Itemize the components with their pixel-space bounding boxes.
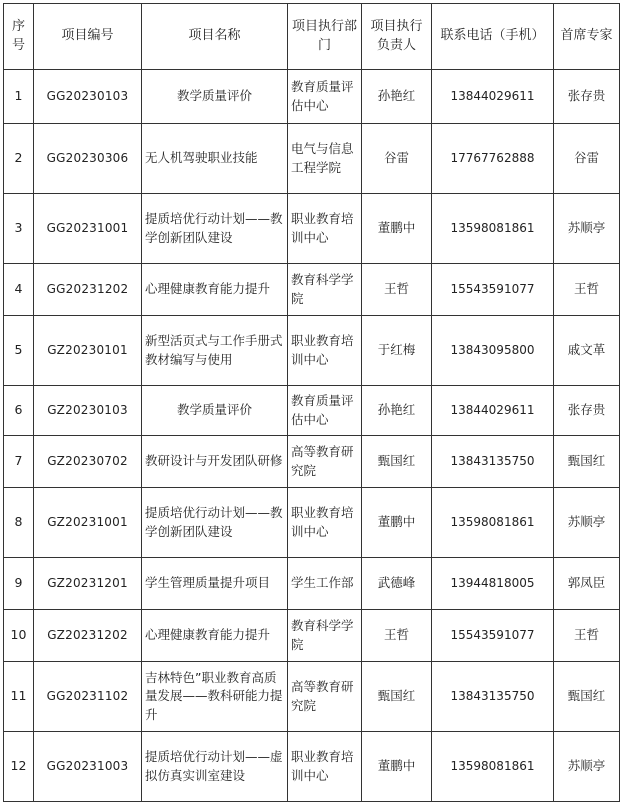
cell-expert: 苏顺亭 — [554, 488, 620, 558]
cell-code: GG20230306 — [34, 124, 142, 194]
cell-leader: 董鹏中 — [362, 488, 432, 558]
table-row — [4, 124, 620, 194]
cell-code: GZ20230101 — [34, 316, 142, 386]
table-row — [4, 436, 620, 488]
header-expert: 首席专家 — [554, 4, 620, 70]
cell-name: 无人机驾驶职业技能 — [142, 124, 288, 194]
cell-code: GZ20231001 — [34, 488, 142, 558]
cell-expert: 张存贵 — [554, 70, 620, 124]
cell-code: GZ20231202 — [34, 610, 142, 662]
cell-dept: 高等教育研究院 — [288, 436, 362, 488]
cell-leader: 王哲 — [362, 264, 432, 316]
cell-no: 5 — [4, 316, 34, 386]
cell-name: 提质培优行动计划——教学创新团队建设 — [142, 488, 288, 558]
cell-leader: 谷雷 — [362, 124, 432, 194]
cell-dept: 职业教育培训中心 — [288, 488, 362, 558]
cell-dept: 职业教育培训中心 — [288, 194, 362, 264]
cell-name: 提质培优行动计划——虚拟仿真实训室建设 — [142, 732, 288, 802]
table-row — [4, 70, 620, 124]
table-row — [4, 488, 620, 558]
table-row — [4, 662, 620, 732]
cell-expert: 张存贵 — [554, 386, 620, 436]
cell-dept: 学生工作部 — [288, 558, 362, 610]
cell-no: 9 — [4, 558, 34, 610]
cell-no: 8 — [4, 488, 34, 558]
cell-dept: 教育科学学院 — [288, 264, 362, 316]
table-row — [4, 610, 620, 662]
cell-leader: 甄国红 — [362, 662, 432, 732]
cell-phone: 13844029611 — [432, 70, 554, 124]
cell-name: 学生管理质量提升项目 — [142, 558, 288, 610]
cell-dept: 高等教育研究院 — [288, 662, 362, 732]
cell-name: 心理健康教育能力提升 — [142, 264, 288, 316]
cell-leader: 于红梅 — [362, 316, 432, 386]
cell-dept: 教育质量评估中心 — [288, 386, 362, 436]
cell-no: 11 — [4, 662, 34, 732]
cell-expert: 王哲 — [554, 264, 620, 316]
cell-expert: 甄国红 — [554, 436, 620, 488]
cell-no: 6 — [4, 386, 34, 436]
cell-expert: 苏顺亭 — [554, 194, 620, 264]
cell-no: 1 — [4, 70, 34, 124]
project-table — [3, 3, 620, 802]
header-name: 项目名称 — [142, 4, 288, 70]
cell-leader: 甄国红 — [362, 436, 432, 488]
cell-code: GG20231003 — [34, 732, 142, 802]
cell-phone: 15543591077 — [432, 264, 554, 316]
cell-name: 吉林特色”职业教育高质量发展——教科研能力提升 — [142, 662, 288, 732]
cell-phone: 17767762888 — [432, 124, 554, 194]
table-row — [4, 558, 620, 610]
cell-dept: 职业教育培训中心 — [288, 316, 362, 386]
cell-expert: 郭凤臣 — [554, 558, 620, 610]
cell-phone: 13598081861 — [432, 732, 554, 802]
cell-phone: 13843135750 — [432, 662, 554, 732]
cell-phone: 13598081861 — [432, 488, 554, 558]
cell-name: 新型活页式与工作手册式教材编写与使用 — [142, 316, 288, 386]
cell-no: 2 — [4, 124, 34, 194]
cell-name: 教学质量评价 — [142, 70, 288, 124]
cell-code: GG20231202 — [34, 264, 142, 316]
header-code: 项目编号 — [34, 4, 142, 70]
cell-leader: 孙艳红 — [362, 386, 432, 436]
header-phone: 联系电话（手机） — [432, 4, 554, 70]
cell-expert: 甄国红 — [554, 662, 620, 732]
table-row — [4, 194, 620, 264]
cell-name: 提质培优行动计划——教学创新团队建设 — [142, 194, 288, 264]
header-dept: 项目执行部门 — [288, 4, 362, 70]
header-row — [4, 4, 620, 70]
cell-leader: 孙艳红 — [362, 70, 432, 124]
cell-leader: 董鹏中 — [362, 732, 432, 802]
cell-code: GZ20230103 — [34, 386, 142, 436]
cell-phone: 13844029611 — [432, 386, 554, 436]
cell-code: GZ20230702 — [34, 436, 142, 488]
cell-name: 教研设计与开发团队研修 — [142, 436, 288, 488]
cell-dept: 教育科学学院 — [288, 610, 362, 662]
cell-dept: 教育质量评估中心 — [288, 70, 362, 124]
cell-name: 教学质量评价 — [142, 386, 288, 436]
cell-no: 4 — [4, 264, 34, 316]
cell-no: 7 — [4, 436, 34, 488]
cell-code: GG20231102 — [34, 662, 142, 732]
table-row — [4, 386, 620, 436]
cell-no: 12 — [4, 732, 34, 802]
cell-expert: 戚文革 — [554, 316, 620, 386]
header-no: 序号 — [4, 4, 34, 70]
cell-leader: 王哲 — [362, 610, 432, 662]
cell-phone: 13843135750 — [432, 436, 554, 488]
cell-leader: 董鹏中 — [362, 194, 432, 264]
cell-code: GG20230103 — [34, 70, 142, 124]
table-row — [4, 732, 620, 802]
table-row — [4, 316, 620, 386]
cell-dept: 电气与信息工程学院 — [288, 124, 362, 194]
table-row — [4, 264, 620, 316]
cell-no: 3 — [4, 194, 34, 264]
header-leader: 项目执行负责人 — [362, 4, 432, 70]
cell-code: GZ20231201 — [34, 558, 142, 610]
cell-no: 10 — [4, 610, 34, 662]
cell-phone: 13598081861 — [432, 194, 554, 264]
cell-expert: 谷雷 — [554, 124, 620, 194]
cell-phone: 13944818005 — [432, 558, 554, 610]
cell-dept: 职业教育培训中心 — [288, 732, 362, 802]
cell-code: GG20231001 — [34, 194, 142, 264]
cell-name: 心理健康教育能力提升 — [142, 610, 288, 662]
cell-phone: 15543591077 — [432, 610, 554, 662]
cell-leader: 武德峰 — [362, 558, 432, 610]
cell-expert: 苏顺亭 — [554, 732, 620, 802]
cell-phone: 13843095800 — [432, 316, 554, 386]
cell-expert: 王哲 — [554, 610, 620, 662]
